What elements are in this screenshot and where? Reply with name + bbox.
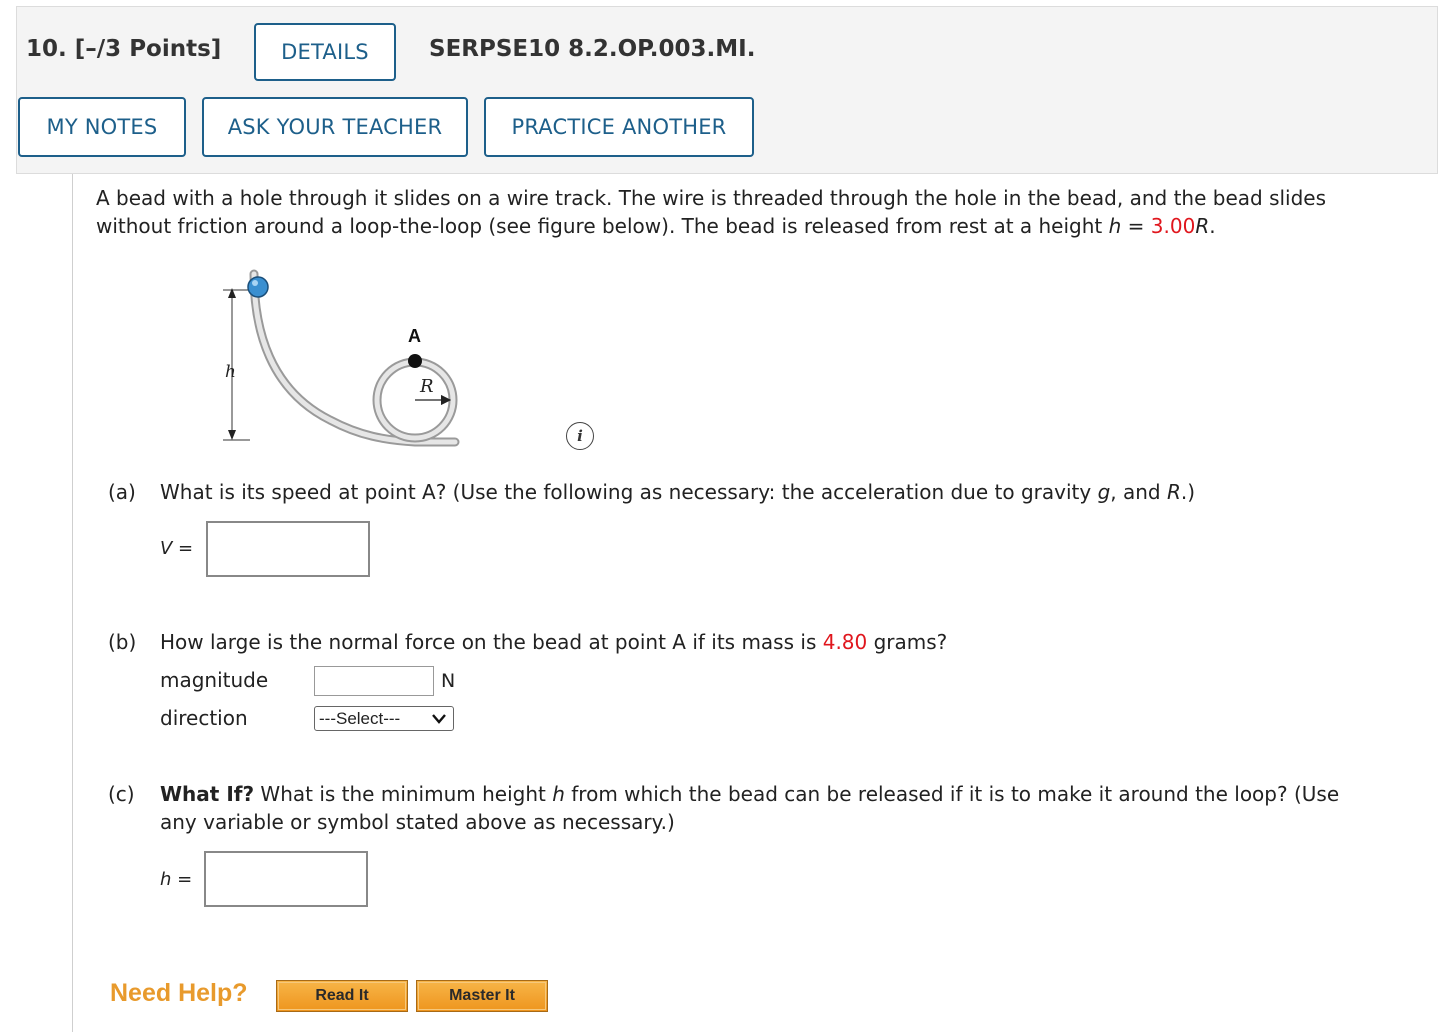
read-it-button[interactable] [276,980,408,1012]
point-a-dot [408,354,422,368]
question-number: 10. [26,36,67,62]
part-a-answer-label: V = [160,538,194,559]
speed-answer-input[interactable] [206,521,370,577]
chevron-down-icon [432,713,446,725]
intro-line-2: without friction around a loop-the-loop (see figure below). The bead is released from rest at a height h = 3.00R. [96,214,1216,238]
magnitude-label: magnitude [160,668,269,692]
question-title [26,36,221,62]
ask-teacher-button[interactable] [202,97,468,157]
problem-code: SERPSE10 8.2.OP.003.MI. [429,36,756,62]
magnitude-unit: N [441,670,456,692]
practice-another-label: PRACTICE ANOTHER [511,115,727,139]
practice-another-button[interactable] [484,97,754,157]
figure-label-a: A [408,326,421,346]
part-c-question-line-1: What If? What is the minimum height h from which the bead can be released if it is to make it around the loop? (Use [160,782,1340,806]
details-button-label: DETAILS [281,40,369,64]
master-it-button[interactable] [416,980,548,1012]
part-c-label: (c) [108,782,135,806]
part-a-question: What is its speed at point A? (Use the following as necessary: the acceleration due to gravity g, and R.) [160,480,1196,504]
wire-track [254,274,455,442]
what-if-label: What If? [160,782,255,806]
given-height-value: 3.00 [1150,214,1196,238]
direction-label: direction [160,706,248,730]
part-a-label: (a) [108,480,136,504]
given-mass-value: 4.80 [822,630,868,654]
bead [248,277,268,297]
magnitude-input[interactable] [314,666,434,696]
intro-line-1: A bead with a hole through it slides on a wire track. The wire is threaded through the hole in the bead, and the bead slides [96,186,1327,210]
part-c-answer-label: h = [160,869,193,890]
figure-label-h: h [225,362,236,382]
direction-select[interactable] [314,706,454,731]
part-b-label: (b) [108,630,137,654]
min-height-answer-input[interactable] [204,851,368,907]
my-notes-label: MY NOTES [46,115,158,139]
loop-the-loop-figure [210,260,480,460]
part-b-question: How large is the normal force on the bead at point A if its mass is 4.80 grams? [160,630,948,654]
figure-label-r: R [420,376,434,397]
info-icon[interactable]: i [566,422,594,450]
direction-select-value: ---Select--- [319,708,401,728]
details-button[interactable] [254,23,396,81]
points-label: [–/3 Points] [74,36,222,62]
read-it-label: Read It [315,987,369,1004]
need-help-label: Need Help? [110,979,248,1007]
part-c-question-line-2: any variable or symbol stated above as necessary.) [160,810,675,834]
my-notes-button[interactable] [18,97,186,157]
ask-teacher-label: ASK YOUR TEACHER [227,115,443,139]
master-it-label: Master It [449,987,515,1004]
